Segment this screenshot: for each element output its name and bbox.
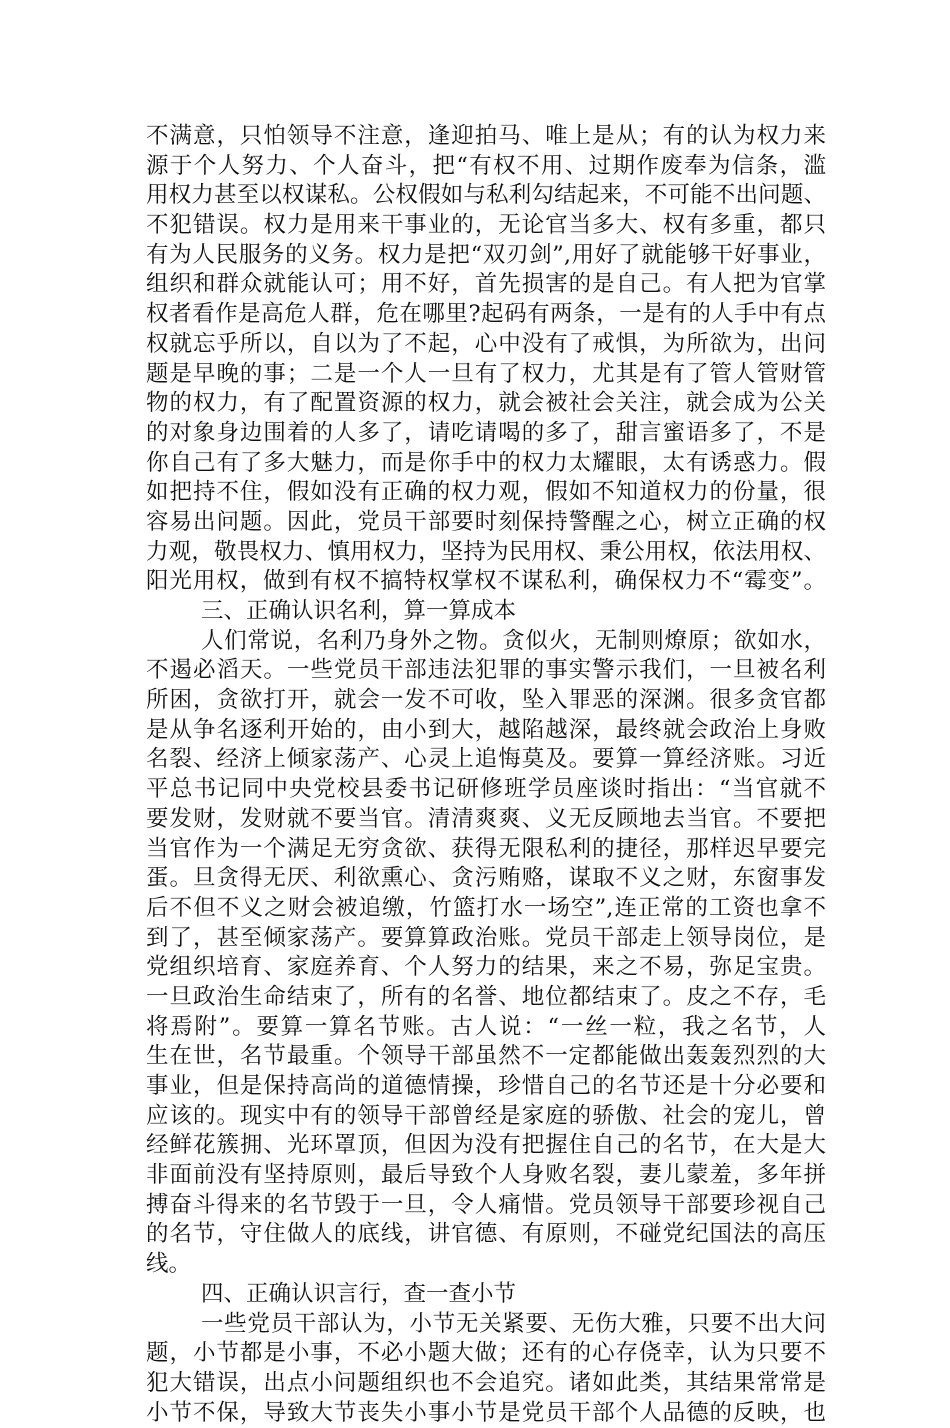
body-text-line: 不犯错误。权力是用来干事业的，无论官当多大、权有多重，都只: [146, 212, 826, 239]
body-text-line: 容易出问题。因此，党员干部要时刻保持警醒之心，树立正确的权: [146, 508, 826, 535]
paragraph-first-line: 一些党员干部认为，小节无关紧要、无伤大雅，只要不出大问: [201, 1310, 826, 1337]
body-text-line: 到了，甚至倾家荡产。要算算政治账。党员干部走上领导岗位，是: [146, 924, 826, 951]
body-text-line: 非面前没有坚持原则，最后导致个人身败名裂，妻儿蒙羞，多年拼: [146, 1162, 826, 1189]
body-text-line: 将焉附”。要算一算名节账。古人说：“一丝一粒，我之名节，人: [146, 1013, 826, 1040]
body-text-line: 生在世，名节最重。个领导干部虽然不一定都能做出轰轰烈烈的大: [146, 1043, 826, 1070]
paragraph-first-line: 人们常说，名利乃身外之物。贪似火，无制则燎原；欲如水，: [201, 627, 826, 654]
body-text-line: 题是早晚的事；二是一个人一旦有了权力，尤其是有了管人管财管: [146, 360, 826, 387]
body-text-line: 名裂、经济上倾家荡产、心灵上追悔莫及。要算一算经济账。习近: [146, 746, 826, 773]
body-text-line: 权就忘乎所以，自以为了不起，心中没有了戒惧，为所欲为，出问: [146, 330, 826, 357]
body-text-line: 一旦政治生命结束了，所有的名誉、地位都结束了。皮之不存，毛: [146, 983, 826, 1010]
body-text-line: 权者看作是高危人群，危在哪里?起码有两条，一是有的人手中有点: [146, 301, 826, 328]
body-text-line: 不遏必滔天。一些党员干部违法犯罪的事实警示我们，一旦被名利: [146, 657, 826, 684]
body-text-line: 蛋。旦贪得无厌、利欲熏心、贪污贿赂，谋取不义之财，东窗事发: [146, 865, 826, 892]
section-heading-4: 四、正确认识言行，查一查小节: [201, 1280, 517, 1307]
body-text-line: 源于个人努力、个人奋斗，把“有权不用、过期作废奉为信条，滥: [146, 152, 826, 179]
paragraph-last-line: 线。: [146, 1251, 192, 1278]
body-text-line: 应该的。现实中有的领导干部曾经是家庭的骄傲、社会的宠儿，曾: [146, 1102, 826, 1129]
body-text-line: 搏奋斗得来的名节毁于一旦，令人痛惜。党员领导干部要珍视自己: [146, 1191, 826, 1218]
body-text-line: 如把持不住，假如没有正确的权力观，假如不知道权力的份量，很: [146, 479, 826, 506]
body-text-line: 用权力甚至以权谋私。公权假如与私利勾结起来，不可能不出问题、: [146, 182, 826, 209]
body-text-line: 力观，敬畏权力、慎用权力，坚持为民用权、秉公用权，依法用权、: [146, 538, 826, 565]
body-text-line: 的对象身边围着的人多了，请吃请喝的多了，甜言蜜语多了，不是: [146, 419, 826, 446]
body-text-line: 小节不保，导致大节丧失小事小节是党员干部个人品德的反映，也: [146, 1399, 826, 1426]
body-text-line: 不满意，只怕领导不注意，逢迎拍马、唯上是从；有的认为权力来: [146, 123, 826, 149]
body-text-line: 有为人民服务的义务。权力是把“双刃剑”,用好了就能够干好事业，: [146, 241, 826, 268]
body-text-line: 平总书记同中央党校县委书记研修班学员座谈时指出：“当官就不: [146, 776, 826, 803]
body-text-line: 事业，但是保持高尚的道德情操，珍惜自己的名节还是十分必要和: [146, 1073, 826, 1099]
body-text-line: 组织和群众就能认可；用不好，首先损害的是自己。有人把为官掌: [146, 271, 826, 298]
body-text-line: 物的权力，有了配置资源的权力，就会被社会关注，就会成为公关: [146, 390, 826, 417]
body-text-line: 题，小节都是小事，不必小题大做；还有的心存侥幸，认为只要不: [146, 1340, 826, 1367]
body-text-line: 的名节，守住做人的底线，讲官德、有原则，不碰党纪国法的高压: [146, 1221, 826, 1248]
body-text-line: 你自己有了多大魅力，而是你手中的权力太耀眼，太有诱惑力。假: [146, 449, 826, 476]
body-text-line: 阳光用权，做到有权不搞特权掌权不谋私利，确保权力不“霉变”。: [146, 568, 826, 595]
body-text-line: 是从争名逐利开始的，由小到大，越陷越深，最终就会政治上身败: [146, 716, 826, 743]
body-text-line: 经鲜花簇拥、光环罩顶，但因为没有把握住自己的名节，在大是大: [146, 1132, 826, 1159]
body-text-line: 后不但不义之财会被追缴，竹篮打水一场空”,连正常的工资也拿不: [146, 894, 826, 921]
body-text-line: 所困，贪欲打开，就会一发不可收，坠入罪恶的深渊。很多贪官都: [146, 687, 826, 714]
body-text-line: 犯大错误，出点小问题组织也不会追究。诸如此类，其结果常常是: [146, 1369, 826, 1396]
section-heading-3: 三、正确认识名利，算一算成本: [201, 598, 517, 624]
body-text-line: 当官作为一个满足无穷贪欲、获得无限私利的捷径，那样迟早要完: [146, 835, 826, 862]
body-text-line: 党组织培育、家庭养育、个人努力的结果，来之不易，弥足宝贵。: [146, 954, 826, 981]
body-text-line: 要发财，发财就不要当官。清清爽爽、义无反顾地去当官。不要把: [146, 805, 826, 832]
document-page: [146, 122, 826, 1428]
